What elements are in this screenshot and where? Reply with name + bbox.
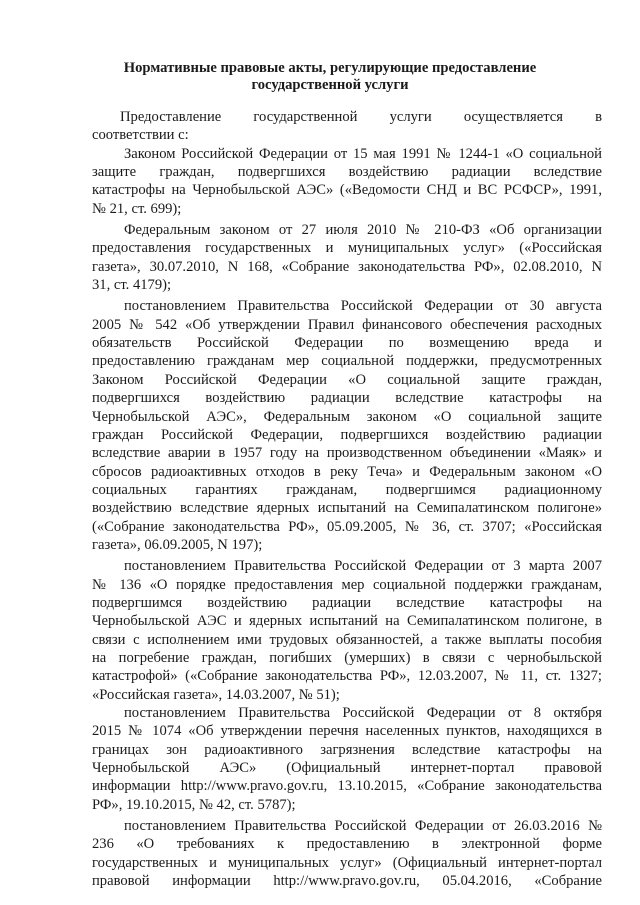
intro-paragraph <box>92 108 602 145</box>
text-line: № 21, ст. 699); <box>92 200 182 217</box>
text-line: 236 «О требованиях к предоставлению в электронной форме <box>92 836 602 853</box>
text-line: («Собрание законодательства РФ», 05.09.2005, № 36, ст. 3707; «Российская <box>92 518 602 535</box>
text-line: Федеральным законом от 27 июля 2010 № 210-ФЗ «Об организации <box>124 222 602 239</box>
text-line: 31, ст. 4179); <box>92 277 172 294</box>
text-line: катастрофой» («Собрание законодательства РФ», 12.03.2007, № 11, ст. 1327; <box>92 668 602 685</box>
text-line: информации http://www.pravo.gov.ru, 13.10.2015, «Собрание законодательства <box>92 778 602 795</box>
text-line: Законом Российской Федерации «О социальной защите граждан, <box>92 371 602 388</box>
title-line: государственной услуги <box>251 77 409 93</box>
document-body <box>92 108 602 890</box>
text-line: постановлением Правительства Российской Федерации от 26.03.2016 № <box>124 818 602 835</box>
text-line: обязательств Российской Федерации по возмещению вреда и <box>92 335 602 352</box>
text-line: предоставления государственных и муниципальных услуг» («Российская <box>92 240 602 257</box>
text-line: соответствии с: <box>92 127 189 144</box>
document-title <box>100 60 560 94</box>
text-line: Чернобыльской АЭС» (Официальный интернет-портал правовой <box>92 760 602 777</box>
text-line: 2005 № 542 «Об утверждении Правил финансового обеспечения расходных <box>92 316 602 333</box>
law-paragraph <box>92 145 602 218</box>
title-line: Нормативные правовые акты, регулирующие предоставление <box>123 60 537 76</box>
text-line: вследствие аварии в 1957 году на производственном объединении «Маяк» и <box>92 445 602 462</box>
text-line: границах зон радиоактивного загрязнения вследствие катастрофы на <box>92 741 602 758</box>
text-line: воздействию вследствие ядерных испытаний на Семипалатинском полигоне» <box>92 500 602 517</box>
text-line: социальных гарантиях гражданам, подвергшимся радиационному <box>92 481 602 498</box>
text-line: 2015 № 1074 «Об утверждении перечня населенных пунктов, находящихся в <box>92 723 602 740</box>
decree-paragraph <box>92 297 602 554</box>
text-line: газета», 06.09.2005, N 197); <box>92 536 263 553</box>
decree-paragraph <box>92 817 602 890</box>
text-line: газета», 30.07.2010, N 168, «Собрание законодательства РФ», 02.08.2010, N <box>92 258 602 275</box>
decree-paragraph <box>92 557 602 704</box>
text-line: на погребение граждан, погибших (умерших) в связи с чернобыльской <box>92 649 602 666</box>
text-line: постановлением Правительства Российской Федерации от 8 октября <box>124 705 602 721</box>
text-line: РФ», 19.10.2015, № 42, ст. 5787); <box>92 796 296 813</box>
decree-paragraph <box>92 704 602 814</box>
text-line: Чернобыльской АЭС и ядерных испытаний на Семипалатинском полигоне, в <box>92 613 602 630</box>
text-line: правовой информации http://www.pravo.gov.ru, 05.04.2016, «Собрание <box>92 873 602 890</box>
text-line: граждан Российской Федерации, подвергшихся воздействию радиации <box>92 426 602 443</box>
text-line: защите граждан, подвергшихся воздействию радиации вследствие <box>92 164 602 181</box>
text-line: Предоставление государственной услуги осуществляется в <box>120 109 602 125</box>
text-line: подвергшимся воздействию радиации вследствие катастрофы на <box>92 594 602 611</box>
text-line: катастрофы на Чернобыльской АЭС» («Ведомости СНД и ВС РСФСР», 1991, <box>92 182 602 199</box>
text-line: «Российская газета», 14.03.2007, № 51); <box>92 686 340 703</box>
text-line: подвергшихся воздействию радиации вследствие катастрофы на <box>92 390 602 407</box>
text-line: предоставлению гражданам мер социальной поддержки, предусмотренных <box>92 353 602 370</box>
text-line: № 136 «О порядке предоставления мер социальной поддержки гражданам, <box>92 576 602 593</box>
text-line: Законом Российской Федерации от 15 мая 1991 № 1244-1 «О социальной <box>124 145 602 162</box>
text-line: государственных и муниципальных услуг» (Официальный интернет-портал <box>92 854 602 871</box>
text-line: сбросов радиоактивных отходов в реку Теча» и Федеральным законом «О <box>92 463 602 480</box>
text-line: Чернобыльской АЭС», Федеральным законом «О социальной защите <box>92 408 602 425</box>
text-line: постановлением Правительства Российской Федерации от 3 марта 2007 <box>124 558 602 575</box>
law-paragraph <box>92 221 602 294</box>
text-line: постановлением Правительства Российской Федерации от 30 августа <box>124 298 602 315</box>
text-line: связи с исполнением ими трудовых обязанностей, а также выплаты пособия <box>92 631 602 648</box>
